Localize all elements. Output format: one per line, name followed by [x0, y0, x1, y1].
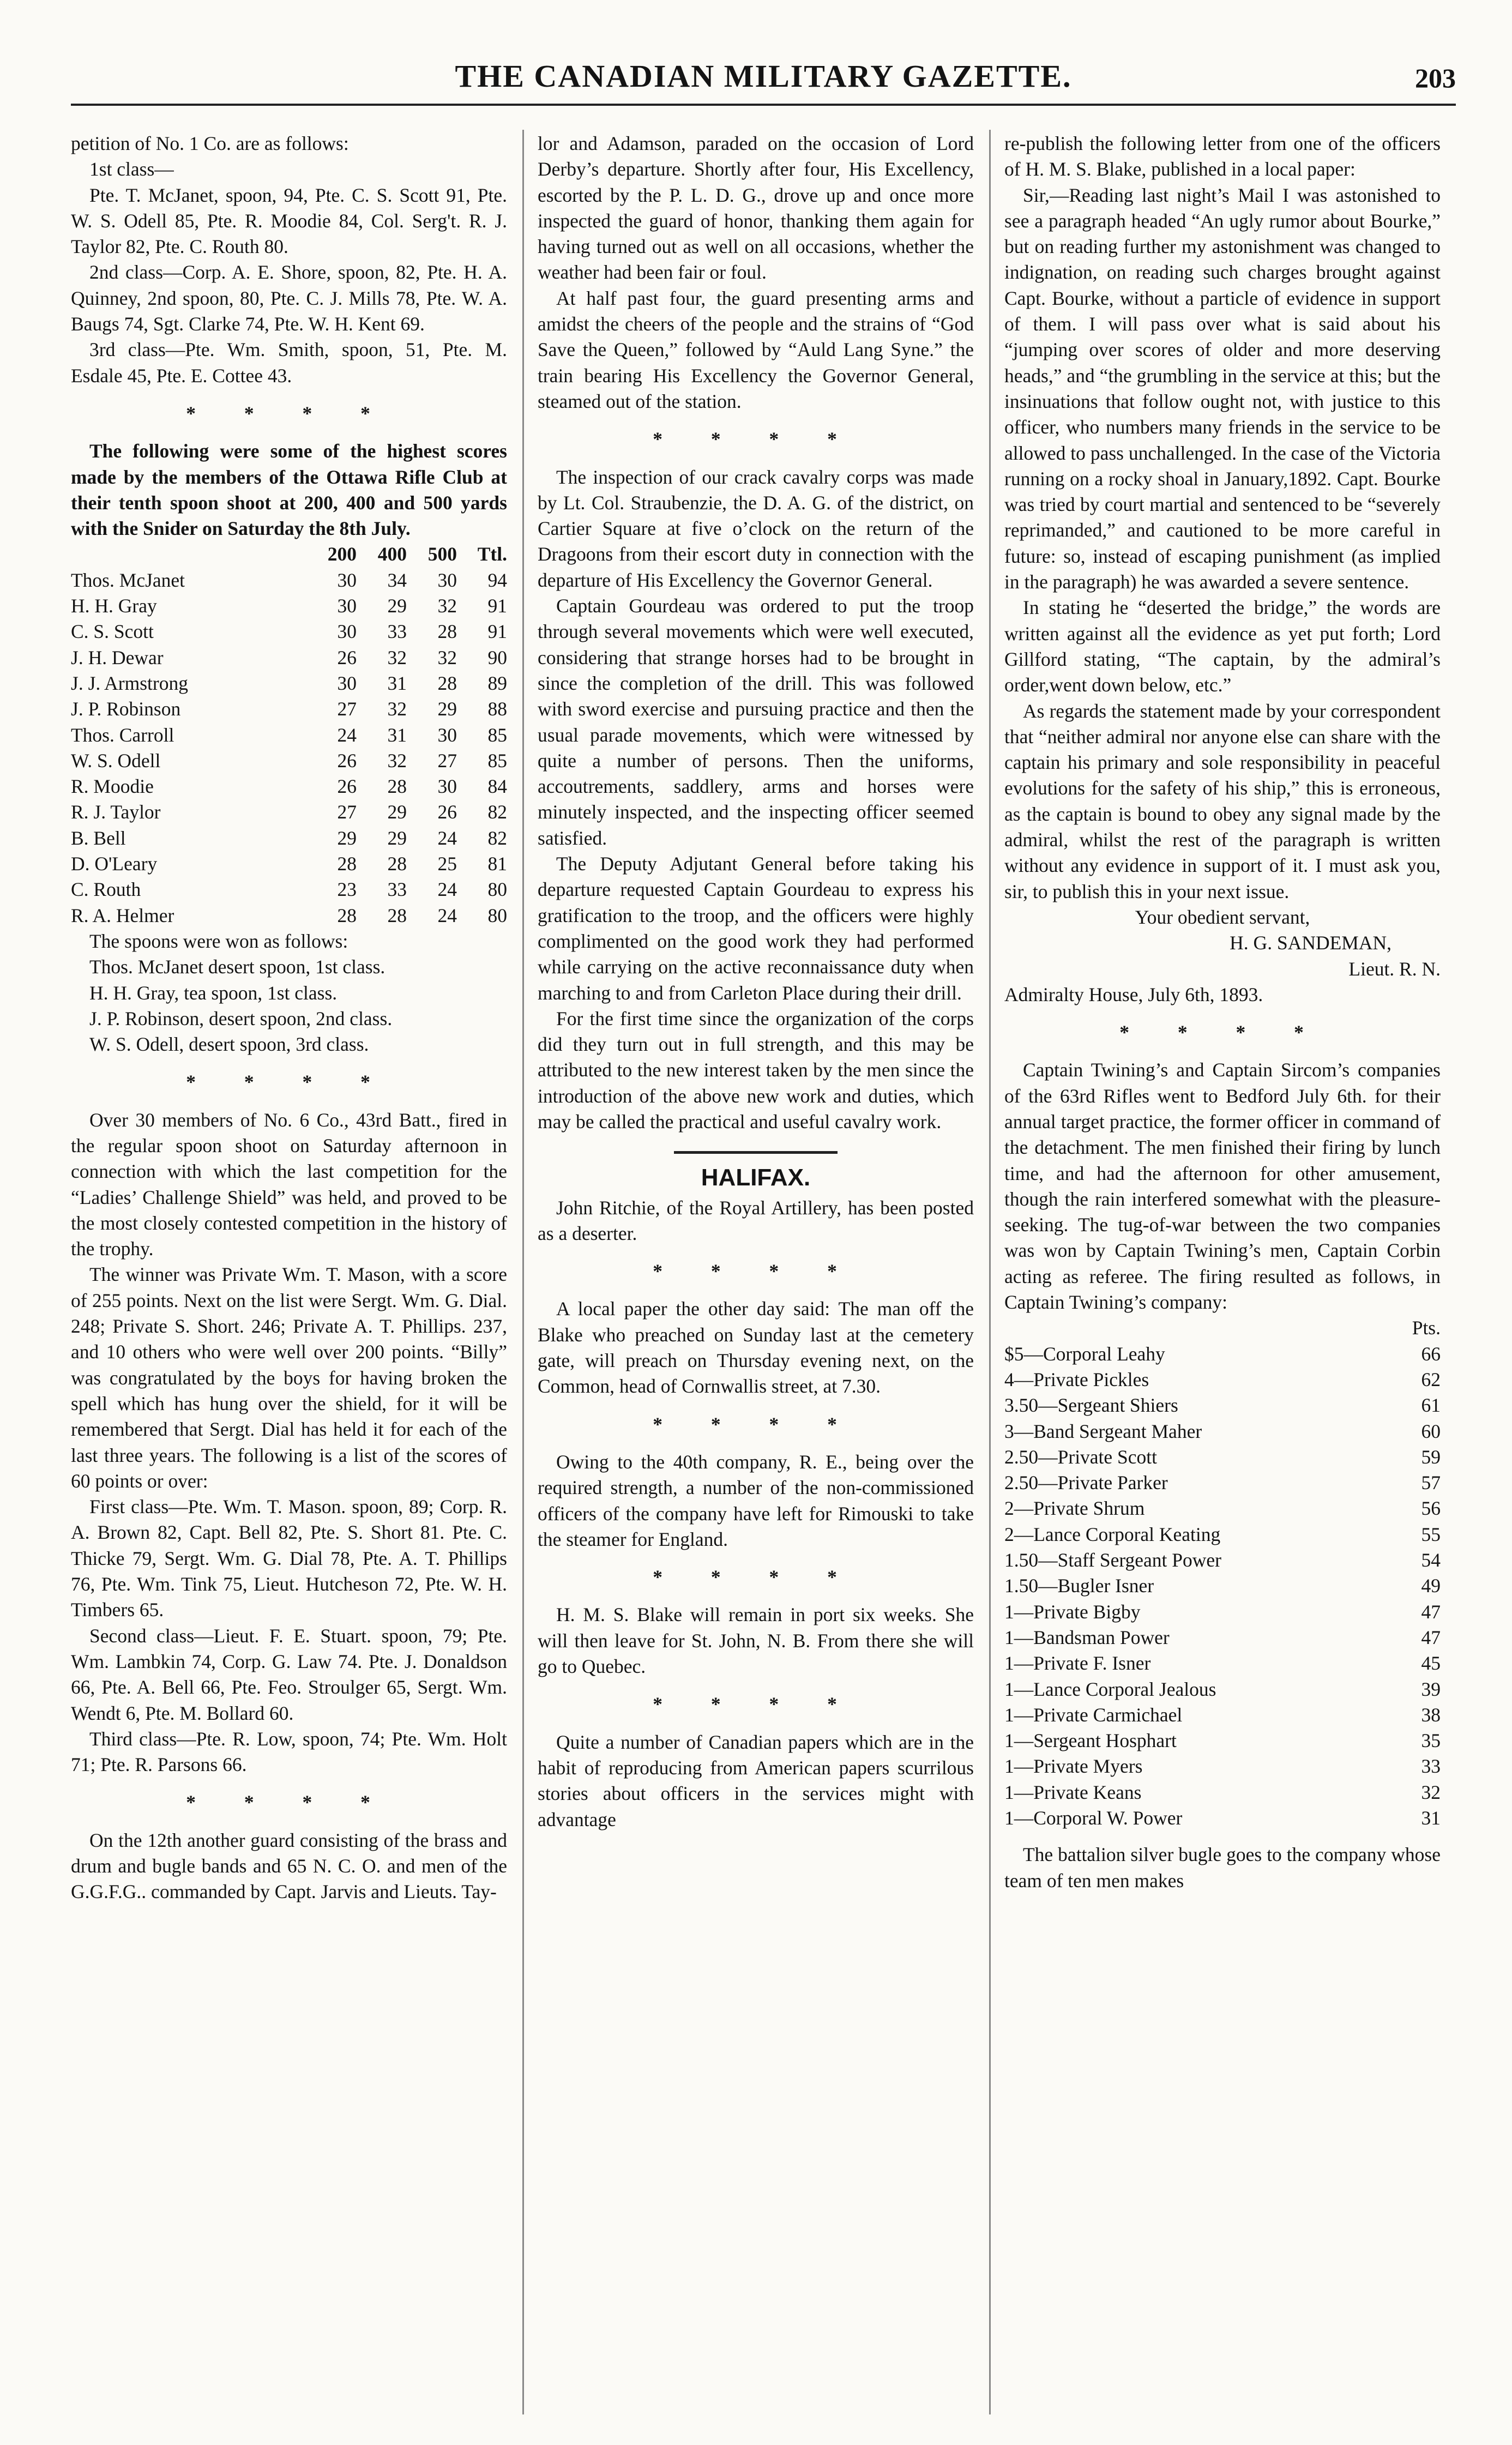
row-total: 91 — [487, 621, 507, 643]
row-name: 1—Private Keans — [1004, 1781, 1142, 1803]
table-row — [1004, 1599, 1441, 1625]
row-score: 33 — [387, 621, 407, 643]
row-name: 1—Lance Corporal Jealous — [1004, 1678, 1216, 1700]
paragraph: Captain Twining’s and Captain Sircom’s companies of the 63rd Rifles went to Bedford July 6th. for their annual target practice, the former officer in command of the detachment. The men finished their firing by lunch time, and had the afternoon for other amusement, though the rain interfered somewhat with the pleasure-seeking. The tug-of-war between the two companies was won by Captain Twining’s men, Captain Corbin acting as referee. The firing resulted as follows, in Captain Twining’s company: — [1004, 1059, 1441, 1314]
row-name: C. Routh — [71, 878, 141, 901]
row-score: 31 — [387, 672, 407, 694]
row-score: 28 — [387, 775, 407, 798]
row-points: 32 — [1421, 1781, 1441, 1803]
row-score: 30 — [437, 775, 457, 798]
row-score: 30 — [337, 569, 357, 591]
row-total: 80 — [487, 904, 507, 926]
row-score: 30 — [437, 569, 457, 591]
row-score: 28 — [437, 672, 457, 694]
row-score: 24 — [437, 904, 457, 926]
table-row — [71, 671, 507, 696]
row-name: 3—Band Sergeant Maher — [1004, 1420, 1202, 1442]
row-score: 32 — [387, 646, 407, 669]
table-row — [1004, 1444, 1441, 1470]
table-row — [71, 799, 507, 825]
row-name: 3.50—Sergeant Shiers — [1004, 1394, 1178, 1417]
section-separator: * * * * — [653, 428, 859, 450]
table-row — [71, 774, 507, 799]
row-points: 35 — [1421, 1730, 1441, 1752]
row-name: R. A. Helmer — [71, 904, 174, 926]
row-score: 34 — [387, 569, 407, 591]
row-name: 1—Sergeant Hosphart — [1004, 1730, 1177, 1752]
row-score: 30 — [337, 621, 357, 643]
table-row — [1004, 1522, 1441, 1547]
signature-place: Admiralty House, July 6th, 1893. — [1004, 983, 1263, 1005]
paragraph: For the first time since the organization of the corps did they turn out in full strength, and this may be attributed to the new interest taken by the men since the introduction of the above new work and duties, which may be called the practical and useful cavalry work. — [538, 1007, 974, 1133]
row-total: 88 — [487, 698, 507, 720]
section-separator: * * * * — [186, 1071, 392, 1093]
table-row — [71, 696, 507, 722]
table-header-cell — [71, 541, 306, 567]
row-score: 24 — [437, 878, 457, 901]
table-row — [1004, 1728, 1441, 1754]
paragraph: The spoons were won as follows: — [89, 930, 348, 952]
row-name: 2—Private Shrum — [1004, 1497, 1145, 1520]
table-row — [71, 903, 507, 929]
row-name: J. H. Dewar — [71, 646, 164, 669]
paragraph: The Deputy Adjutant General before taking his departure requested Captain Gourdeau to express his gratification to the troop, and the officers were highly complimented on the good work they had performed while carrying on the active reconnaissance duty when marching to and from Carleton Place during their drill. — [538, 853, 974, 1004]
table-row — [71, 619, 507, 645]
row-score: 30 — [437, 724, 457, 746]
paragraph: 1st class— — [89, 158, 174, 180]
row-name: R. J. Taylor — [71, 801, 161, 823]
score-table — [71, 541, 507, 928]
paragraph: The following were some of the highest scores made by the members of the Ottawa Rifle Club at their tenth spoon shoot at 200, 400 and 500 yards with the Snider on Saturday the 8th July. — [71, 440, 507, 540]
row-name: 1—Bandsman Power — [1004, 1626, 1170, 1648]
row-name: B. Bell — [71, 827, 126, 849]
row-score: 33 — [387, 878, 407, 901]
row-score: 28 — [437, 621, 457, 643]
table-row — [1004, 1419, 1441, 1444]
section-separator: * * * * — [1119, 1021, 1326, 1044]
row-total: 94 — [487, 569, 507, 591]
row-total: 84 — [487, 775, 507, 798]
row-total: 85 — [487, 749, 507, 772]
row-score: 29 — [437, 698, 457, 720]
section-separator: * * * * — [186, 402, 392, 424]
table-header-cell: 500 — [427, 543, 457, 565]
row-score: 27 — [437, 749, 457, 772]
row-name: J. P. Robinson — [71, 698, 181, 720]
column-3 — [1004, 131, 1441, 2421]
row-points: 55 — [1421, 1523, 1441, 1545]
column-2 — [538, 131, 974, 2421]
row-name: $5—Corporal Leahy — [1004, 1342, 1165, 1365]
row-points: 33 — [1421, 1755, 1441, 1778]
heading-rule — [674, 1151, 838, 1154]
paragraph: The winner was Private Wm. T. Mason, with a score of 255 points. Next on the list were Sergt. Wm. G. Dial. 248; Private S. Short. 246; Private A. T. Phillips. 237, and 10 others who were well over 200 points. “Billy” was congratulated by the boys for having broken the spell which has hung over the shield, for it will be remembered that Sergt. Dial has held it for each of the last three years. The following is a list of the scores of 60 points or over: — [71, 1263, 507, 1492]
table-row — [1004, 1677, 1441, 1702]
row-name: 1—Private Myers — [1004, 1755, 1143, 1778]
row-points: 54 — [1421, 1549, 1441, 1571]
row-points: 56 — [1421, 1497, 1441, 1520]
row-total: 90 — [487, 646, 507, 669]
section-separator: * * * * — [653, 1260, 859, 1282]
table-row — [1004, 1702, 1441, 1728]
paragraph: Third class—Pte. R. Low, spoon, 74; Pte. Wm. Holt 71; Pte. R. Parsons 66. — [71, 1727, 507, 1776]
row-name: R. Moodie — [71, 775, 154, 798]
row-points: 38 — [1421, 1703, 1441, 1726]
row-score: 26 — [337, 775, 357, 798]
section-separator: * * * * — [186, 1791, 392, 1814]
table-row — [71, 851, 507, 877]
row-score: 26 — [337, 749, 357, 772]
row-name: H. H. Gray — [71, 595, 157, 617]
section-separator: * * * * — [653, 1566, 859, 1588]
paragraph: Owing to the 40th company, R. E., being over the required strength, a number of the non-commissioned officers of the company have left for Rimouski to take the steamer for England. — [538, 1450, 974, 1550]
table-row — [71, 748, 507, 774]
row-name: C. S. Scott — [71, 621, 154, 643]
row-name: W. S. Odell — [71, 749, 161, 772]
paragraph: The inspection of our crack cavalry corps was made by Lt. Col. Straubenzie, the D. A. G. of the district, on Cartier Square at five o’clock on the return of the Dragoons from their escort duty in connection with the departure of His Excellency the Governor General. — [538, 466, 974, 591]
points-label: Pts. — [1412, 1317, 1441, 1339]
paragraph: W. S. Odell, desert spoon, 3rd class. — [89, 1033, 369, 1056]
row-score: 27 — [337, 801, 357, 823]
row-points: 45 — [1421, 1652, 1441, 1675]
row-points: 61 — [1421, 1394, 1441, 1417]
table-row — [1004, 1780, 1441, 1805]
section-heading: HALIFAX. — [701, 1164, 811, 1191]
row-name: 1—Corporal W. Power — [1004, 1807, 1183, 1829]
table-row — [1004, 1651, 1441, 1676]
row-total: 91 — [487, 595, 507, 617]
row-score: 23 — [337, 878, 357, 901]
paragraph: petition of No. 1 Co. are as follows: — [71, 133, 349, 154]
row-name: 1.50—Bugler Isner — [1004, 1575, 1154, 1597]
row-total: 89 — [487, 672, 507, 694]
row-name: 2.50—Private Parker — [1004, 1472, 1168, 1494]
paragraph: A local paper the other day said: The man off the Blake who preached on Sunday last at the cemetery gate, will preach on Thursday evening next, on the Common, head of Cornwallis street, at 7.30. — [538, 1298, 974, 1398]
paragraph: First class—Pte. Wm. T. Mason. spoon, 89; Corp. R. A. Brown 82, Capt. Bell 82, Pte. S. Short 81. Pte. C. Thicke 79, Sergt. Wm. G. Dial 78, Pte. A. T. Phillips 76, Pte. Wm. Tink 75, Lieut. Hutcheson 72, Pte. W. H. Timbers 65. — [71, 1496, 507, 1621]
table-row — [1004, 1754, 1441, 1779]
row-score: 29 — [387, 595, 407, 617]
row-score: 24 — [337, 724, 357, 746]
row-name: Thos. Carroll — [71, 724, 174, 746]
row-score: 28 — [387, 853, 407, 875]
table-row — [71, 568, 507, 593]
paragraph: 2nd class—Corp. A. E. Shore, spoon, 82, Pte. H. A. Quinney, 2nd spoon, 80, Pte. C. J. Mills 78, Pte. W. A. Baugs 74, Sgt. Clarke 74, Pte. W. H. Kent 69. — [71, 261, 507, 335]
section-separator: * * * * — [653, 1413, 859, 1435]
paragraph: H. M. S. Blake will remain in port six weeks. She will then leave for St. John, N. B. From there she will go to Quebec. — [538, 1604, 974, 1678]
paragraph: In stating he “deserted the bridge,” the words are written against all the evidence as yet put forth; Lord Gillford stating, “The captain, by the admiral’s order,went down below, etc.” — [1004, 597, 1441, 696]
row-points: 66 — [1421, 1342, 1441, 1365]
paragraph: As regards the statement made by your correspondent that “neither admiral nor anyone else can share with the captain his primary and sole responsibility in peaceful evolutions for the safety of his ship,” this is erroneous, as the captain is bound to obey any signal made by the admiral, whilst the rest of the paragraph is written without any evidence in support of it. I must ask you, sir, to publish this in your next issue. — [1004, 700, 1441, 902]
row-name: 1.50—Staff Sergeant Power — [1004, 1549, 1222, 1571]
row-name: 1—Private Carmichael — [1004, 1703, 1183, 1726]
row-total: 80 — [487, 878, 507, 901]
paragraph: At half past four, the guard presenting arms and amidst the cheers of the people and the strains of “God Save the Queen,” followed by “Auld Lang Syne.” the train bearing His Excellency the Governor General, steamed out of the station. — [538, 287, 974, 412]
table-header-row — [71, 541, 507, 567]
row-score: 32 — [387, 698, 407, 720]
table-row — [1004, 1547, 1441, 1573]
row-score: 24 — [437, 827, 457, 849]
table-row — [71, 645, 507, 671]
row-score: 31 — [387, 724, 407, 746]
masthead-title: THE CANADIAN MILITARY GAZETTE. — [455, 58, 1072, 94]
paragraph: Captain Gourdeau was ordered to put the troop through several movements which were well executed, considering that strange horses had to be brought in since the completion of the drill. This was followed with sword exercise and pursuing practice and then the usual parade movements, which were witnessed by quite a number of persons. Then the uniforms, accoutrements, saddlery, arms and horses were minutely inspected, and the inspecting officer seemed satisfied. — [538, 595, 974, 849]
table-row — [1004, 1393, 1441, 1418]
row-points: 31 — [1421, 1807, 1441, 1829]
row-score: 29 — [387, 827, 407, 849]
table-row — [71, 593, 507, 619]
row-points: 57 — [1421, 1472, 1441, 1494]
paragraph: Thos. McJanet desert spoon, 1st class. — [89, 956, 385, 978]
column-rule — [522, 130, 524, 2414]
row-name: 2—Lance Corporal Keating — [1004, 1523, 1221, 1545]
column-1 — [71, 131, 507, 2421]
row-score: 29 — [337, 827, 357, 849]
row-total: 82 — [487, 801, 507, 823]
row-score: 32 — [437, 595, 457, 617]
row-name: 1—Private F. Isner — [1004, 1652, 1151, 1675]
row-points: 47 — [1421, 1626, 1441, 1648]
row-total: 81 — [487, 853, 507, 875]
row-score: 28 — [387, 904, 407, 926]
column-rule — [989, 130, 991, 2414]
row-name: 4—Private Pickles — [1004, 1368, 1149, 1390]
table-header-cell: 400 — [377, 543, 407, 565]
signature-name: H. G. SANDEMAN, — [1230, 932, 1391, 954]
row-name: D. O'Leary — [71, 853, 158, 875]
row-total: 85 — [487, 724, 507, 746]
table-row — [71, 826, 507, 851]
page-number: 203 — [1415, 63, 1456, 93]
table-row — [1004, 1573, 1441, 1599]
row-points: 60 — [1421, 1420, 1441, 1442]
paragraph: Pte. T. McJanet, spoon, 94, Pte. C. S. Scott 91, Pte. W. S. Odell 85, Pte. R. Moodie 84, Col. Serg't. R. J. Taylor 82, Pte. C. Routh 80. — [71, 184, 507, 258]
row-score: 28 — [337, 904, 357, 926]
row-points: 47 — [1421, 1600, 1441, 1623]
row-points: 59 — [1421, 1446, 1441, 1468]
row-score: 27 — [337, 698, 357, 720]
row-score: 29 — [387, 801, 407, 823]
paragraph: lor and Adamson, paraded on the occasion of Lord Derby’s departure. Shortly after four, His Excellency, escorted by the P. L. D. G., drove up and once more inspected the guard of honor, thanking them again for having turned out as well on all occasions, whether the weather had been fair or foul. — [538, 133, 974, 284]
row-score: 30 — [337, 595, 357, 617]
row-name: 1—Private Bigby — [1004, 1600, 1141, 1623]
row-score: 32 — [387, 749, 407, 772]
table-row — [1004, 1496, 1441, 1521]
signature-rank: Lieut. R. N. — [1348, 957, 1441, 980]
points-table — [1004, 1341, 1441, 1832]
paragraph: Over 30 members of No. 6 Co., 43rd Batt., fired in the regular spoon shoot on Saturday afternoon in connection with which the last competition for the “Ladies’ Challenge Shield” was held, and proved to be the most closely contested competition in the history of the trophy. — [71, 1109, 507, 1260]
row-name: J. J. Armstrong — [71, 672, 188, 694]
section-separator: * * * * — [653, 1693, 859, 1715]
table-row — [1004, 1367, 1441, 1393]
paragraph: J. P. Robinson, desert spoon, 2nd class. — [89, 1007, 393, 1029]
paragraph: Quite a number of Canadian papers which are in the habit of reproducing from American papers scurrilous stories about officers in the services might with advantage — [538, 1731, 974, 1830]
table-row — [71, 722, 507, 748]
paragraph: Second class—Lieut. F. E. Stuart. spoon, 79; Pte. Wm. Lambkin 74, Corp. G. Law 74. Pte. J. Donaldson 66, Pte. A. Bell 66, Pte. Feo. Stroulger 65, Sergt. Wm. Wendt 6, Pte. M. Bollard 60. — [71, 1624, 507, 1724]
row-score: 28 — [337, 853, 357, 875]
table-row — [1004, 1625, 1441, 1651]
paragraph: On the 12th another guard consisting of the brass and drum and bugle bands and 65 N. C. O. and men of the G.G.F.G.. commanded by Capt. Jarvis and Lieuts. Tay- — [71, 1829, 507, 1903]
row-points: 62 — [1421, 1368, 1441, 1390]
paragraph: re-publish the following letter from one of the officers of H. M. S. Blake, published in a local paper: — [1004, 133, 1441, 180]
row-points: 49 — [1421, 1575, 1441, 1597]
paragraph: 3rd class—Pte. Wm. Smith, spoon, 51, Pte. M. Esdale 45, Pte. E. Cottee 43. — [71, 339, 507, 387]
paragraph: Sir,—Reading last night’s Mail I was astonished to see a paragraph headed “An ugly rumor about Bourke,” but on reading further my astonishment was changed to indignation, on reading such charges brought against Capt. Bourke, without a particle of evidence in support of them. I will pass over what is said about his “jumping over scores of older and more deserving heads,” and “the grumbling in the service at this; but the insinuations that follow ought not, with justice to this officer, who numbers many friends in the service to be allowed to pass unchallenged. In the case of the Victoria running on a rocky shoal in January,1892. Capt. Bourke was tried by court martial and sentenced to be “severely reprimanded,” and cautioned to be more careful in future: so, instead of escaping punishment (as implied in the paragraph) he was awarded a severe sentence. — [1004, 184, 1441, 593]
row-points: 39 — [1421, 1678, 1441, 1700]
table-header-cell: 200 — [327, 543, 357, 565]
row-total: 82 — [487, 827, 507, 849]
row-score: 26 — [437, 801, 457, 823]
paragraph: H. H. Gray, tea spoon, 1st class. — [89, 981, 338, 1004]
paragraph: John Ritchie, of the Royal Artillery, has been posted as a deserter. — [538, 1196, 974, 1244]
row-name: 2.50—Private Scott — [1004, 1446, 1158, 1468]
row-score: 30 — [337, 672, 357, 694]
table-header-cell: Ttl. — [477, 543, 507, 565]
table-row — [1004, 1470, 1441, 1496]
page-header — [71, 55, 1456, 106]
row-score: 26 — [337, 646, 357, 669]
paragraph: The battalion silver bugle goes to the company whose team of ten men makes — [1004, 1844, 1441, 1892]
table-row — [1004, 1341, 1441, 1367]
row-score: 32 — [437, 646, 457, 669]
row-name: Thos. McJanet — [71, 569, 185, 591]
table-row — [71, 877, 507, 902]
letter-closing: Your obedient servant, — [1135, 906, 1310, 928]
row-score: 25 — [437, 853, 457, 875]
table-row — [1004, 1805, 1441, 1831]
